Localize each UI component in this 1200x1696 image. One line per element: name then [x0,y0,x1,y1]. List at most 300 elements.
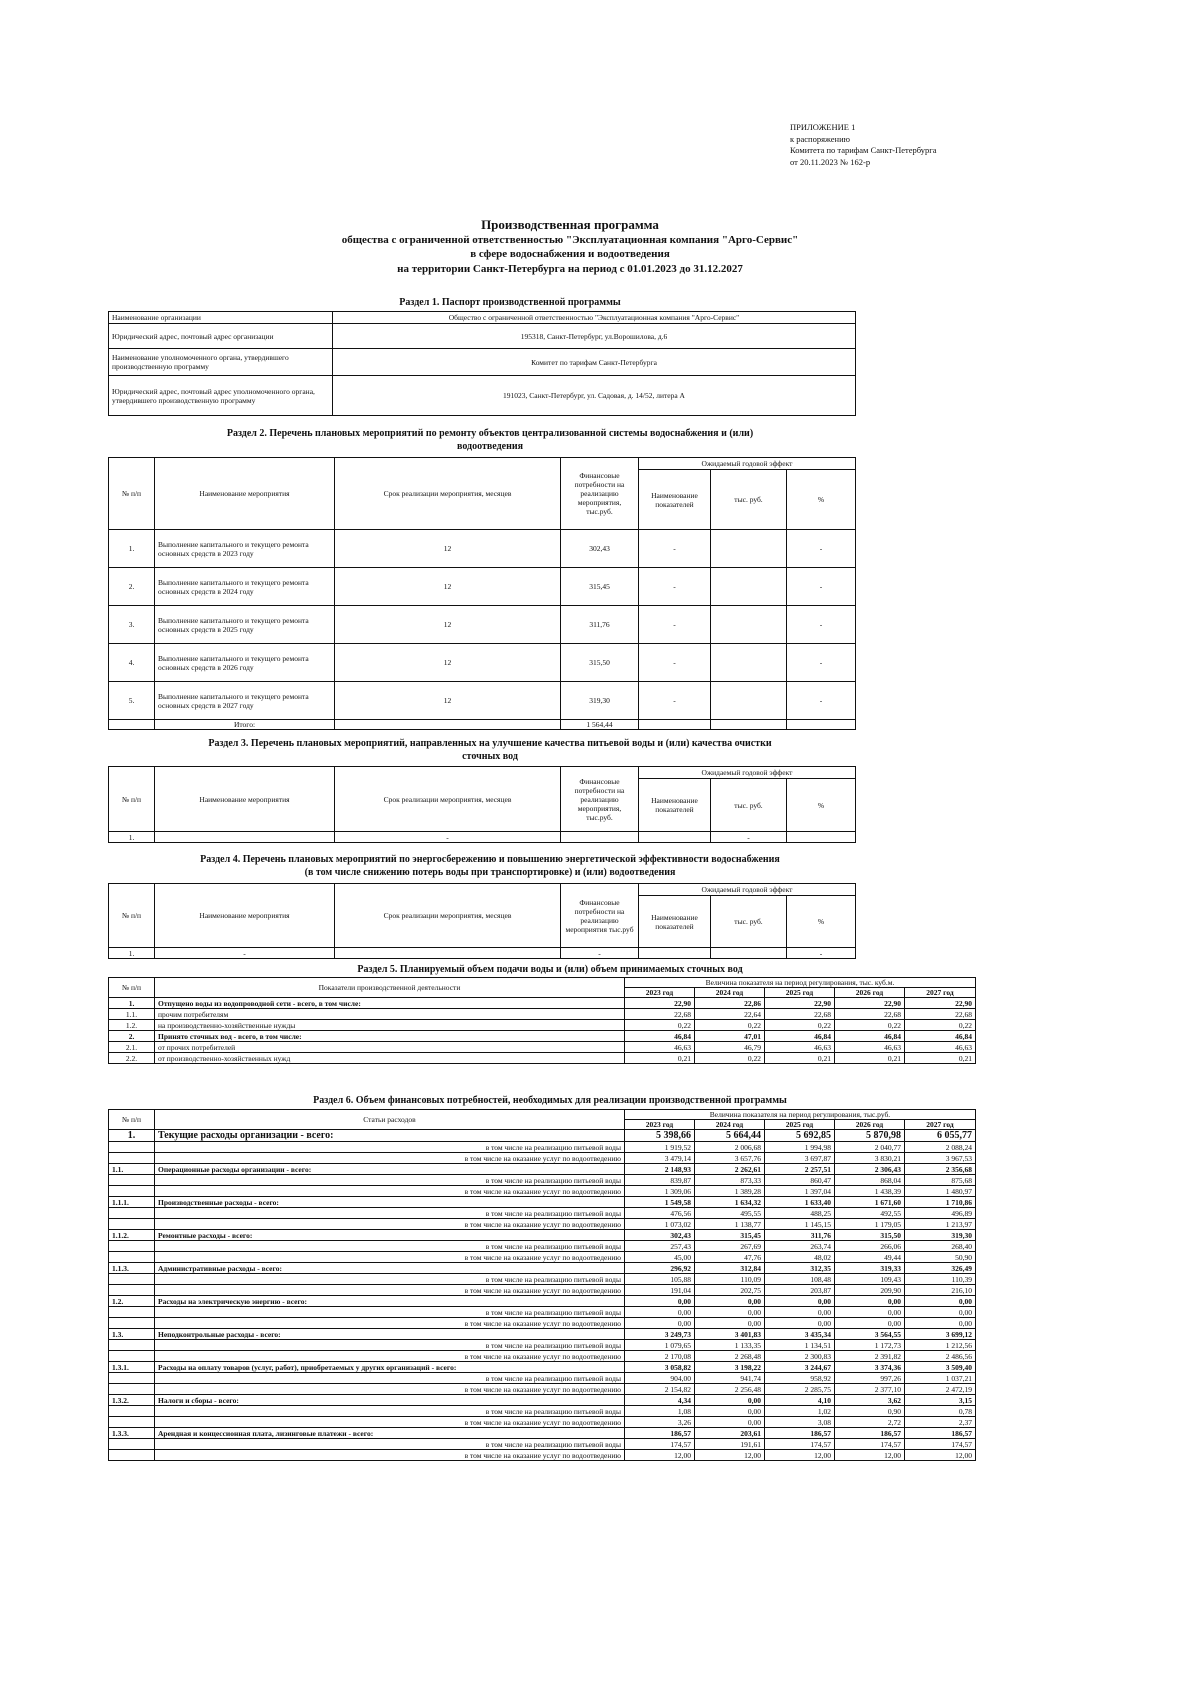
table-row [109,1395,976,1406]
cell-value: 3 058,82 [625,1362,695,1373]
cell-value: 45,00 [625,1252,695,1263]
cell-num: 3. [109,606,155,644]
col-rub-header: тыс. руб. [711,896,787,948]
section2-heading-line: Раздел 2. Перечень плановых мероприятий по ремонту объектов централизованной системы водоснабжения и (или) [226,428,754,439]
cell-term: - [335,832,561,843]
cell-num: 1.1.3. [109,1263,155,1274]
col-value-header: Величина показателя на период регулирования, тыс. куб.м. [625,978,976,988]
cell-num [109,1153,155,1164]
title-line-main: Производственная программа [481,217,659,232]
cell-value: 3 564,55 [835,1329,905,1340]
cell-value: 312,35 [765,1263,835,1274]
cell-num [109,1439,155,1450]
cell-rub [711,530,787,568]
cell-value: 2 088,24 [905,1142,976,1153]
cell-rub [711,644,787,682]
table-row [109,1197,976,1208]
cell-indicator: - [639,606,711,644]
cell-subitem: в том числе на реализацию питьевой воды [155,1373,625,1384]
cell-value: 22,68 [625,1009,695,1020]
cell-subitem: в том числе на реализацию питьевой воды [155,1307,625,1318]
table-row [109,1175,976,1186]
table-row [109,1219,976,1230]
cell-value: 174,57 [625,1439,695,1450]
table-row [109,1164,976,1175]
cell-num: 1. [109,948,155,959]
cell-value: 0,00 [765,1296,835,1307]
energy-table [108,883,856,959]
table-row [109,606,856,644]
cell-subitem: в том числе на оказание услуг по водоотведению [155,1450,625,1461]
col-term-header: Срок реализации мероприятия, месяцев [335,458,561,530]
col-item-header: Статьи расходов [155,1110,625,1130]
table-row [109,1186,976,1197]
cell-value: 1 145,15 [765,1219,835,1230]
table-row [109,1439,976,1450]
cell-value: 1 213,97 [905,1219,976,1230]
cell-subitem: в том числе на оказание услуг по водоотведению [155,1351,625,1362]
cell-value: 0,22 [765,1020,835,1031]
cell-item: Налоги и сборы - всего: [155,1395,625,1406]
section4-heading-line: Раздел 4. Перечень плановых мероприятий по энергосбережению и повышению энергетической эффективности водоснабжения [200,854,780,865]
cell-indicator: - [639,682,711,720]
cell-term: 12 [335,606,561,644]
cell-rub [711,948,787,959]
cell-item: Административные расходы - всего: [155,1263,625,1274]
cell-value: 1 397,04 [765,1186,835,1197]
table-row [109,568,856,606]
cell-value: 1 994,98 [765,1142,835,1153]
title-line: в сфере водоснабжения и водоотведения [470,248,670,260]
cell-num [109,1406,155,1417]
cell-num [109,1241,155,1252]
table-row [109,1362,976,1373]
cell-value: 186,57 [905,1428,976,1439]
cell-value: 49,44 [835,1252,905,1263]
cell-value: 0,00 [625,1318,695,1329]
cell-value: 3 401,83 [695,1329,765,1340]
passport-value: 195318, Санкт-Петербург, ул.Ворошилова, д.6 [333,324,856,349]
cell-value: 0,22 [905,1020,976,1031]
cell-value: 46,84 [765,1031,835,1042]
cell-value: 257,43 [625,1241,695,1252]
cell-item: Расходы на оплату товаров (услуг, работ), приобретаемых у других организаций - всего: [155,1362,625,1373]
cell-value: 2 257,51 [765,1164,835,1175]
cell-num: 1.1. [109,1164,155,1175]
table-row [109,948,856,959]
cell-subitem: в том числе на реализацию питьевой воды [155,1406,625,1417]
total-row [109,720,856,730]
cell-value: 110,09 [695,1274,765,1285]
cell-value: 46,63 [765,1042,835,1053]
cell-value: 958,92 [765,1373,835,1384]
repair-table [108,457,856,730]
cell-value: 186,57 [765,1428,835,1439]
table-row [109,1053,976,1064]
cell-value: 2 356,68 [905,1164,976,1175]
cell-value: 3,08 [765,1417,835,1428]
cell-value: 22,90 [835,998,905,1009]
cell-value: 22,86 [695,998,765,1009]
cell-value: 5 692,85 [765,1130,835,1142]
finance-table-body [109,1130,976,1461]
cell-num [109,1351,155,1362]
cell-value: 6 055,77 [905,1130,976,1142]
annex-line: от 20.11.2023 № 162-р [790,156,871,167]
table-row [109,1153,976,1164]
cell-value: 3 249,73 [625,1329,695,1340]
cell-num [109,1208,155,1219]
cell-value: 311,76 [765,1230,835,1241]
cell-value: 22,90 [905,998,976,1009]
cell-num [109,1274,155,1285]
table-row [109,1285,976,1296]
cell-value: 46,84 [625,1031,695,1042]
cell-value: 174,57 [835,1439,905,1450]
cell-value: 2,37 [905,1417,976,1428]
table-row [109,1329,976,1340]
cell-num [109,1318,155,1329]
cell-value: 1 134,51 [765,1340,835,1351]
year-header: 2023 год [625,988,695,998]
cell-value: 2 377,10 [835,1384,905,1395]
cell-num: 2. [109,1031,155,1042]
cell-subitem: в том числе на оказание услуг по водоотведению [155,1417,625,1428]
col-name-header: Наименование мероприятия [155,884,335,948]
table-row [109,1241,976,1252]
cell-value: 1,08 [625,1406,695,1417]
table-row [109,1373,976,1384]
cell-value: 0,90 [835,1406,905,1417]
cell-value: 5 664,44 [695,1130,765,1142]
cell-value: 12,00 [765,1450,835,1461]
cell-num [109,1307,155,1318]
table-row [109,1351,976,1362]
cell-value: 0,21 [835,1053,905,1064]
cell-value: 0,00 [695,1318,765,1329]
col-indicator-header: Показатели производственной деятельности [155,978,625,998]
cell-value: 3,62 [835,1395,905,1406]
cell-value: 839,87 [625,1175,695,1186]
cell-num: 1. [109,1130,155,1142]
cell-value: 319,30 [905,1230,976,1241]
year-header: 2024 год [695,1120,765,1130]
cell-value: 191,61 [695,1439,765,1450]
col-num-header: № п/п [109,1110,155,1130]
cell-value: 3 830,21 [835,1153,905,1164]
cell-indicator: на производственно-хозяйственные нужды [155,1020,625,1031]
col-pct-header: % [787,470,856,530]
cell-rub [711,606,787,644]
col-finance-header: Финансовые потребности на реализацию мероприятия, тыс.руб. [561,767,639,832]
table-row [109,1230,976,1241]
cell-subitem: в том числе на реализацию питьевой воды [155,1241,625,1252]
passport-table [108,311,856,416]
table-row [109,312,856,324]
cell-value: 0,22 [625,1020,695,1031]
passport-label: Наименование организации [109,312,333,324]
col-num-header: № п/п [109,884,155,948]
col-effect-header: Ожидаемый годовой эффект [639,458,856,470]
table-row [109,530,856,568]
cell-value: 267,69 [695,1241,765,1252]
cell-pct: - [787,948,856,959]
section1-heading: Раздел 1. Паспорт производственной программы [399,297,621,308]
cell-rub [711,682,787,720]
cell-value: 2 268,48 [695,1351,765,1362]
title-line: на территории Санкт-Петербурга на период с 01.01.2023 до 31.12.2027 [397,262,743,275]
cell-value: 997,26 [835,1373,905,1384]
cell-item: Арендная и концессионная плата, лизинговые платежи - всего: [155,1428,625,1439]
col-indicator-header: Наименование показателей [639,896,711,948]
cell-value: 1 073,02 [625,1219,695,1230]
cell-value: 1 179,05 [835,1219,905,1230]
cell-num [109,1175,155,1186]
cell-term [335,948,561,959]
cell-value: 0,00 [695,1417,765,1428]
table-row [109,1130,976,1142]
cell-num [109,1373,155,1384]
cell-value: 1 438,39 [835,1186,905,1197]
col-indicator-header: Наименование показателей [639,470,711,530]
cell-value: 186,57 [835,1428,905,1439]
title-line: общества с ограниченной ответственностью "Эксплуатационная компания "Арго-Сервис" [341,233,799,246]
cell-value: 2 148,93 [625,1164,695,1175]
cell-value: 12,00 [625,1450,695,1461]
cell-num: 1.3.3. [109,1428,155,1439]
year-header: 2024 год [695,988,765,998]
cell-value: 0,78 [905,1406,976,1417]
year-header: 2026 год [835,1120,905,1130]
cell-value: 0,00 [905,1307,976,1318]
cell-num [109,1219,155,1230]
volume-table-body [109,998,976,1064]
table-row [109,1318,976,1329]
passport-value: Общество с ограниченной ответственностью "Эксплуатационная компания "Арго-Сервис" [333,312,856,324]
table-row [109,376,856,416]
cell-value: 3 244,67 [765,1362,835,1373]
cell-value: 476,56 [625,1208,695,1219]
cell-num: 1.2. [109,1020,155,1031]
cell-subitem: в том числе на оказание услуг по водоотведению [155,1252,625,1263]
cell-pct: - [787,606,856,644]
col-name-header: Наименование мероприятия [155,458,335,530]
cell-num [109,1340,155,1351]
cell-term: 12 [335,644,561,682]
cell-num: 2.2. [109,1053,155,1064]
table-row [109,1252,976,1263]
cell-term: 12 [335,682,561,720]
table-row [109,1009,976,1020]
quality-table [108,766,856,843]
cell-value: 315,50 [835,1230,905,1241]
col-finance-header: Финансовые потребности на реализацию мероприятия тыс.руб [561,884,639,948]
cell-value: 1 309,06 [625,1186,695,1197]
cell-value: 1 133,35 [695,1340,765,1351]
cell-value: 0,00 [695,1307,765,1318]
section2-heading-line: водоотведения [456,441,524,452]
cell-value: 174,57 [905,1439,976,1450]
cell-value: 1 037,21 [905,1373,976,1384]
volume-table [108,977,976,1064]
cell-indicator: Принято сточных вод - всего, в том числе: [155,1031,625,1042]
cell-value: 186,57 [625,1428,695,1439]
cell-finance: 302,43 [561,530,639,568]
col-effect-header: Ожидаемый годовой эффект [639,767,856,779]
cell-num: 4. [109,644,155,682]
table-row [109,1020,976,1031]
cell-value: 0,00 [695,1406,765,1417]
cell-value: 2 170,08 [625,1351,695,1362]
table-row [109,1296,976,1307]
cell-subitem: в том числе на оказание услуг по водоотведению [155,1318,625,1329]
cell-name: Выполнение капитального и текущего ремонта основных средств в 2025 году [155,606,335,644]
cell-value: 296,92 [625,1263,695,1274]
table-header-row [109,884,856,896]
cell-subitem: в том числе на оказание услуг по водоотведению [155,1219,625,1230]
cell-rub [711,568,787,606]
cell-item: Неподконтрольные расходы - всего: [155,1329,625,1340]
cell-value: 0,00 [765,1307,835,1318]
cell-value: 0,21 [625,1053,695,1064]
cell-value: 0,00 [695,1296,765,1307]
cell-num: 1.1. [109,1009,155,1020]
cell-num: 1. [109,832,155,843]
cell-num: 5. [109,682,155,720]
col-value-header: Величина показателя на период регулирования, тыс.руб. [625,1110,976,1120]
cell-value: 216,10 [905,1285,976,1296]
table-row [109,1274,976,1285]
table-row [109,324,856,349]
cell-value: 1 634,32 [695,1197,765,1208]
table-row [109,1142,976,1153]
cell-value: 46,84 [905,1031,976,1042]
cell-term: 12 [335,530,561,568]
cell-subitem: в том числе на реализацию питьевой воды [155,1274,625,1285]
cell-value: 0,00 [835,1307,905,1318]
cell-value: 3 699,12 [905,1329,976,1340]
col-term-header: Срок реализации мероприятия, месяцев [335,767,561,832]
cell-finance: 311,76 [561,606,639,644]
section6-heading: Раздел 6. Объем финансовых потребностей, необходимых для реализации производственной программы [313,1095,787,1106]
cell-indicator: - [639,530,711,568]
cell-value: 174,57 [765,1439,835,1450]
cell-num: 1.3.2. [109,1395,155,1406]
cell-value: 203,61 [695,1428,765,1439]
cell-value: 0,21 [765,1053,835,1064]
col-name-header: Наименование мероприятия [155,767,335,832]
cell-value: 266,06 [835,1241,905,1252]
year-header: 2027 год [905,988,976,998]
cell-num: 1.3.1. [109,1362,155,1373]
cell-num: 1.1.1. [109,1197,155,1208]
cell-indicator: - [639,568,711,606]
cell-subitem: в том числе на реализацию питьевой воды [155,1175,625,1186]
cell-value: 941,74 [695,1373,765,1384]
table-row [109,644,856,682]
section4-heading-line: (в том числе снижению потерь воды при транспортировке) и (или) водоотведения [304,867,676,878]
cell-value: 1 172,73 [835,1340,905,1351]
col-finance-header: Финансовые потребности на реализацию мероприятия, тыс.руб. [561,458,639,530]
cell-num [109,1285,155,1296]
cell-value: 302,43 [625,1230,695,1241]
table-row [109,1450,976,1461]
cell-value: 492,55 [835,1208,905,1219]
year-header: 2026 год [835,988,905,998]
annex-line: к распоряжению [790,133,850,144]
cell-indicator: от производственно-хозяйственных нужд [155,1053,625,1064]
col-pct-header: % [787,896,856,948]
total-value: 1 564,44 [561,720,639,730]
passport-label: Юридический адрес, почтовый адрес организации [109,324,333,349]
cell-value: 3 479,14 [625,1153,695,1164]
cell-value: 2 306,43 [835,1164,905,1175]
cell-item: Ремонтные расходы - всего: [155,1230,625,1241]
cell-value: 22,68 [905,1009,976,1020]
cell-subitem: в том числе на реализацию питьевой воды [155,1340,625,1351]
table-header-row [109,767,856,779]
table-row [109,1384,976,1395]
cell-value: 0,22 [695,1053,765,1064]
cell-value: 1 919,52 [625,1142,695,1153]
cell-num [109,1186,155,1197]
cell-item: Производственные расходы - всего: [155,1197,625,1208]
cell-value: 2 154,82 [625,1384,695,1395]
cell-name [155,832,335,843]
cell-value: 22,68 [835,1009,905,1020]
cell-value: 47,76 [695,1252,765,1263]
cell-finance: - [561,948,639,959]
cell-pct: - [787,644,856,682]
cell-value: 3 198,22 [695,1362,765,1373]
year-header: 2023 год [625,1120,695,1130]
cell-value: 46,63 [625,1042,695,1053]
cell-value: 860,47 [765,1175,835,1186]
total-label: Итого: [155,720,335,730]
cell-num [109,1252,155,1263]
cell-value: 3 435,34 [765,1329,835,1340]
annex-line: Комитета по тарифам Санкт-Петербурга [790,145,937,155]
table-row [109,349,856,376]
cell-value: 1 549,58 [625,1197,695,1208]
cell-value: 12,00 [835,1450,905,1461]
cell-num [109,1450,155,1461]
cell-subitem: в том числе на оказание услуг по водоотведению [155,1285,625,1296]
col-num-header: № п/п [109,978,155,998]
cell-item: Текущие расходы организации - всего: [155,1130,625,1142]
cell-item: Расходы на электрическую энергию - всего: [155,1296,625,1307]
table-row [109,1263,976,1274]
cell-value: 109,43 [835,1274,905,1285]
cell-num [109,1384,155,1395]
col-num-header: № п/п [109,767,155,832]
cell-value: 873,33 [695,1175,765,1186]
cell-value: 904,00 [625,1373,695,1384]
col-effect-header: Ожидаемый годовой эффект [639,884,856,896]
annex-block [790,122,937,168]
annex-line: ПРИЛОЖЕНИЕ 1 [790,122,856,132]
cell-num [109,1142,155,1153]
col-rub-header: тыс. руб. [711,779,787,832]
passport-label: Юридический адрес, почтовый адрес уполномоченного органа, утвердившего производственную программу [109,376,333,416]
cell-value: 3 509,40 [905,1362,976,1373]
cell-value: 263,74 [765,1241,835,1252]
cell-num: 1. [109,530,155,568]
passport-value: 191023, Санкт-Петербург, ул. Садовая, д. 14/52, литера А [333,376,856,416]
cell-subitem: в том числе на реализацию питьевой воды [155,1439,625,1450]
table-row [109,1428,976,1439]
cell-value: 0,22 [835,1020,905,1031]
